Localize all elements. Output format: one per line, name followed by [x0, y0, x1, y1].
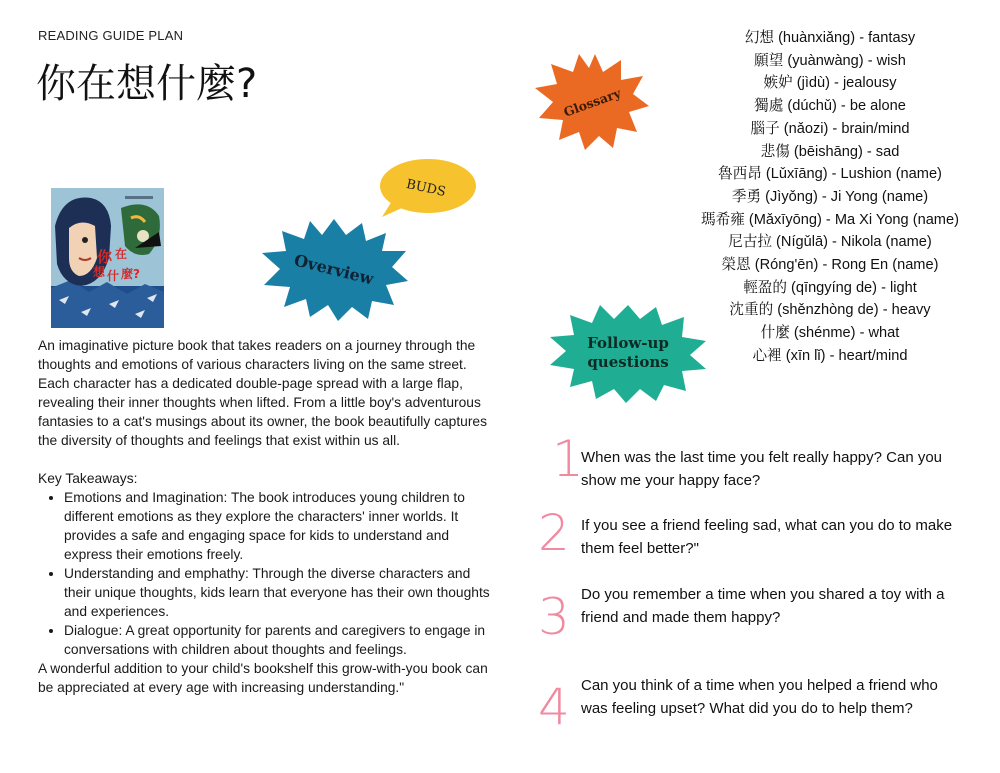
glossary-item: 嫉妒 (jìdù) - jealousy [763, 75, 897, 92]
followup-label-line1: Follow-up [587, 334, 669, 352]
glossary-item: 輕盈的 (qīngyíng de) - light [743, 279, 917, 296]
overview-label: Overview [292, 249, 376, 289]
takeaways-heading: Key Takeaways: [38, 471, 138, 486]
glossary-item: 魯西昂 (Lǔxīāng) - Lushion (name) [718, 166, 942, 183]
glossary-item: 悲傷 (bēishāng) - sad [760, 143, 900, 160]
glossary-list [660, 27, 1000, 368]
question-text: Do you remember a time when you shared a toy with a friend and made them happy? [581, 586, 945, 626]
glossary-item: 季勇 (Jìyǒng) - Ji Yong (name) [731, 188, 929, 205]
buds-label: BUDS [404, 176, 448, 200]
glossary-item: 什麼 (shénme) - what [760, 325, 900, 342]
takeaway-item: • Emotions and Imagination: The book introduces young children to different emotions as they explore the characters' inner worlds. It provides a safe and engaging space for kids to understand and express their emotions freely. [64, 488, 496, 564]
question-number: 1 [552, 430, 584, 488]
question-text: When was the last time you felt really happy? Can you show me your happy face? [581, 449, 943, 489]
question-text: If you see a friend feeling sad, what can you do to make them feel better?" [581, 517, 953, 557]
takeaway-item: • Understanding and emphathy: Through the diverse characters and their unique thoughts, kids learn that everyone has their own thoughts and experiences. [64, 564, 496, 621]
glossary-badge [533, 52, 651, 152]
question-number: 2 [538, 504, 570, 562]
glossary-item: 榮恩 (Róng'ēn) - Rong En (name) [721, 257, 939, 274]
svg-text:麼?: 麼? [121, 267, 140, 281]
glossary-item: 幻想 (huànxiǎng) - fantasy [744, 30, 916, 46]
question-number: 4 [538, 678, 570, 736]
svg-text:你: 你 [97, 248, 113, 266]
glossary-item: 瑪希雍 (Mǎxīyōng) - Ma Xi Yong (name) [701, 211, 959, 228]
svg-text:什: 什 [107, 269, 120, 283]
takeaway-item: • Dialogue: A great opportunity for parents and caregivers to engage in conversations with children about thoughts and feelings. [64, 621, 496, 659]
overview-badge [258, 217, 410, 321]
glossary-item: 尼古拉 (Nígǔlā) - Nikola (name) [728, 234, 932, 251]
buds-bubble [374, 157, 478, 219]
svg-text:在: 在 [115, 247, 128, 261]
followup-label-line2: questions [587, 353, 669, 371]
glossary-label: Glossary [561, 84, 623, 120]
glossary-item: 獨處 (dúchǔ) - be alone [754, 98, 906, 115]
overview-closing: A wonderful addition to your child's bookshelf this grow-with-you book can be appreciated at every age with increasing understanding." [38, 661, 488, 695]
takeaways-list [38, 488, 496, 659]
page-title: 你在想什麼? [36, 61, 258, 107]
overview-intro: An imaginative picture book that takes readers on a journey through the thoughts and emotions of various characters living on the same street. Each character has a dedicated double-page spread with a large flap, revealing their inner thoughts when lifted. From a little boy's adventurous fantasies to a cat's musings about its owner, the book beautifully captures the diversity of thoughts and feelings that exist within us all. [38, 338, 487, 448]
question-text: Can you think of a time when you helped a friend who was feeling upset? What did you do to help them? [581, 677, 938, 717]
overview-section [38, 336, 496, 697]
svg-text:想: 想 [93, 265, 106, 279]
glossary-item: 腦子 (nǎozi) - brain/mind [750, 120, 910, 137]
glossary-item: 沈重的 (shěnzhòng de) - heavy [729, 302, 931, 319]
followup-badge [548, 303, 708, 403]
eyebrow-label: READING GUIDE PLAN [38, 28, 184, 43]
glossary-item: 願望 (yuànwàng) - wish [754, 52, 906, 69]
glossary-item: 心裡 (xīn lǐ) - heart/mind [752, 347, 908, 364]
book-cover-image [51, 188, 164, 328]
question-number: 3 [538, 588, 570, 646]
